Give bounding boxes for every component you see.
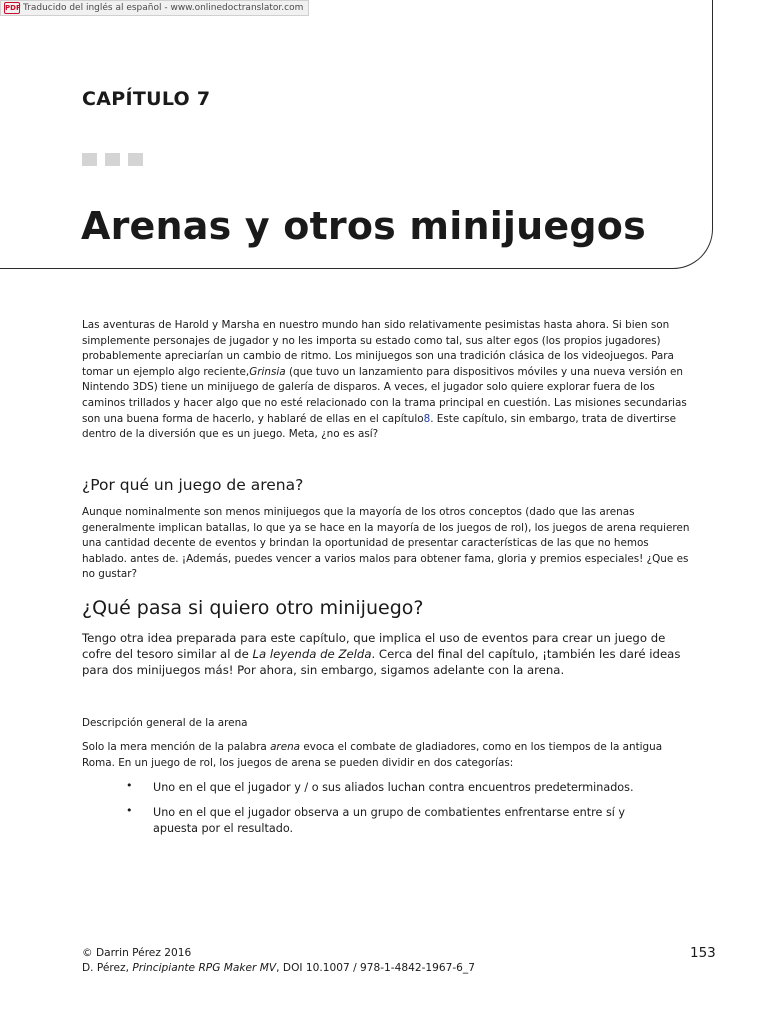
decorative-squares bbox=[82, 153, 143, 166]
square-icon bbox=[82, 153, 97, 166]
page-number: 153 bbox=[690, 945, 716, 961]
minigame-text-2: . Cerca del final del capítulo, ¡también les daré ideas para dos minijuegos más! Por ahora, sin embargo, sigamos adelante con la arena. bbox=[82, 647, 681, 677]
translator-banner-text[interactable]: Traducido del inglés al español - www.onlinedoctranslator.com bbox=[23, 3, 304, 13]
copyright-line: © Darrin Pérez 2016 bbox=[82, 947, 192, 959]
section-heading-arena: ¿Por qué un juego de arena? bbox=[82, 476, 304, 494]
minigame-text-1: Tengo otra idea preparada para este capítulo, que implica el uso de eventos para crear un juego de cofre del tesoro similar al de bbox=[82, 631, 666, 661]
list-item: • Uno en el que el jugador y / o sus aliados luchan contra encuentros predeterminados. bbox=[126, 780, 666, 796]
intro-paragraph bbox=[82, 318, 690, 443]
intro-text-2: (que tuvo un lanzamiento para dispositivos móviles y una nueva versión en Nintendo 3DS) tiene un minijuego de galería de disparos. A veces, el jugador solo quiere explorar fuera de los caminos trillados y hacer algo que no esté relacionado con la trama principal en cuestión. Las misiones secundarias son una buena forma de hacerlo, y hablaré de ellas en el capítulo bbox=[82, 365, 687, 425]
chapter-title: Arenas y otros minijuegos bbox=[81, 204, 646, 248]
overview-heading: Descripción general de la arena bbox=[82, 717, 248, 729]
section-heading-other-minigame: ¿Qué pasa si quiero otro minijuego? bbox=[82, 597, 424, 619]
list-item: • Uno en el que el jugador observa a un grupo de combatientes enfrentarse entre sí y apuesta por el resultado. bbox=[126, 805, 666, 837]
section-arena-body: Aunque nominalmente son menos minijuegos que la mayoría de los otros conceptos (dado que las arenas generalmente implican batallas, lo que ya se hace en la mayoría de los juegos de rol), los juegos de arena requieren una cantidad decente de eventos y brindan la oportunidad de presentar características de las que no hemos hablado. antes de. ¡Además, puedes vencer a varios malos para obtener fama, gloria y premios especiales! ¿Que es no gustar? bbox=[82, 506, 690, 581]
chapter-8-link[interactable]: 8 bbox=[423, 412, 431, 425]
overview-text-1: Solo la mera mención de la palabra bbox=[82, 741, 271, 753]
citation-author: D. Pérez, bbox=[82, 962, 133, 974]
section-other-minigame-body bbox=[82, 630, 690, 678]
zelda-title: La leyenda de Zelda bbox=[252, 647, 372, 661]
chapter-label: CAPÍTULO 7 bbox=[82, 88, 211, 110]
citation-line bbox=[82, 961, 475, 976]
intro-text-1: Las aventuras de Harold y Marsha en nuestro mundo han sido relativamente pesimistas hasta ahora. Si bien son simplemente personajes de jugador y no les importa su estado como tal, sus alter egos (los propios jugadores) probablemente apreciarían un cambio de ritmo. Los minijuegos son una tradición clásica de los videojuegos. Para tomar un ejemplo algo reciente, bbox=[82, 319, 674, 378]
square-icon bbox=[128, 153, 143, 166]
pdf-translator-icon: PDF bbox=[5, 4, 21, 12]
overview-text-2: evoca el combate de gladiadores, como en los tiempos de la antigua Roma. En un juego de rol, los juegos de arena se pueden dividir en dos categorías: bbox=[82, 741, 663, 769]
arena-categories-list bbox=[126, 780, 666, 837]
overview-arena-word: arena bbox=[270, 741, 301, 753]
overview-body bbox=[82, 740, 690, 771]
intro-game-title: Grinsia bbox=[249, 365, 286, 378]
book-title: Principiante RPG Maker MV bbox=[132, 962, 277, 974]
translator-banner[interactable] bbox=[0, 0, 309, 16]
intro-text-3: . Este capítulo, sin embargo, trata de divertirse dentro de la diversión que es un juego. Meta, ¿no es así? bbox=[82, 412, 677, 441]
page-footer bbox=[82, 946, 475, 976]
citation-doi: , DOI 10.1007 / 978-1-4842-1967-6_7 bbox=[276, 962, 475, 974]
square-icon bbox=[105, 153, 120, 166]
